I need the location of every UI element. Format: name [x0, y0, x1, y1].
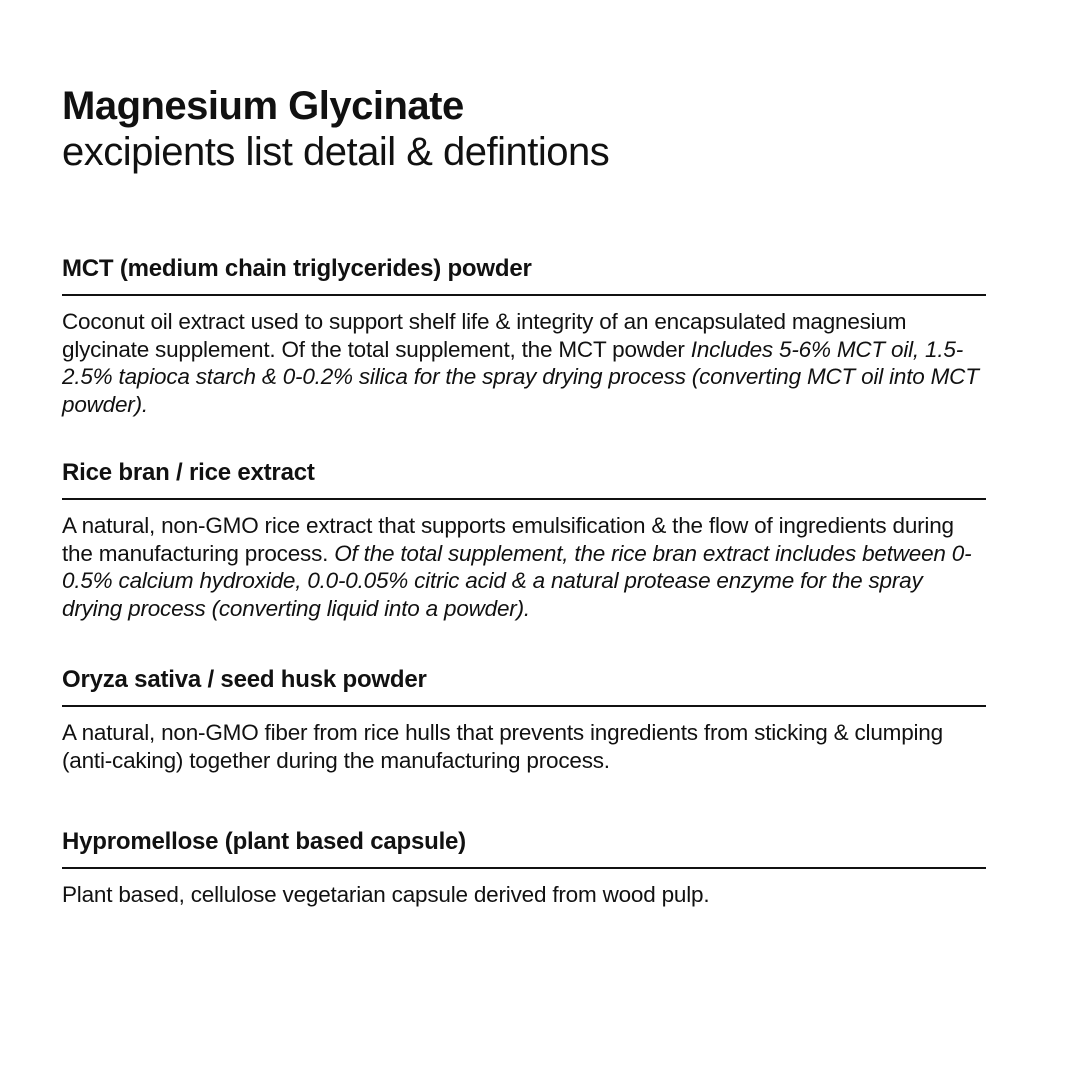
- section-oryza-sativa: [62, 665, 986, 774]
- page-subtitle: excipients list detail & defintions: [62, 130, 610, 174]
- section-heading: Rice bran / rice extract: [62, 458, 986, 500]
- section-description: [62, 719, 986, 774]
- page-title: Magnesium Glycinate: [62, 84, 464, 128]
- description-plain-text: Plant based, cellulose vegetarian capsule derived from wood pulp.: [62, 882, 710, 907]
- section-rice-bran: [62, 458, 986, 622]
- description-italic-text: Includes 5-6% MCT oil, 1.5-2.5% tapioca starch & 0-0.2% silica for the spray drying process (converting MCT oil into MCT powder).: [62, 336, 979, 417]
- section-description: [62, 881, 986, 909]
- description-plain-text: Coconut oil extract used to support shelf life & integrity of an encapsulated magnesium glycinate supplement. Of the total supplement, the MCT powder: [62, 309, 907, 362]
- section-description: [62, 308, 986, 418]
- section-description: [62, 512, 986, 622]
- section-heading: Oryza sativa / seed husk powder: [62, 665, 986, 707]
- description-plain-text: A natural, non-GMO fiber from rice hulls that prevents ingredients from sticking & clumping (anti-caking) together during the manufacturing process.: [62, 720, 943, 773]
- description-italic-text: Of the total supplement, the rice bran extract includes between 0-0.5% calcium hydroxide, 0.0-0.05% citric acid & a natural protease enzyme for the spray drying process (converting liquid into a powder).: [62, 540, 972, 621]
- section-mct-powder: [62, 254, 986, 418]
- section-hypromellose: [62, 827, 986, 909]
- section-heading: Hypromellose (plant based capsule): [62, 827, 986, 869]
- description-plain-text: A natural, non-GMO rice extract that supports emulsification & the flow of ingredients during the manufacturing process.: [62, 513, 954, 566]
- section-heading: MCT (medium chain triglycerides) powder: [62, 254, 986, 296]
